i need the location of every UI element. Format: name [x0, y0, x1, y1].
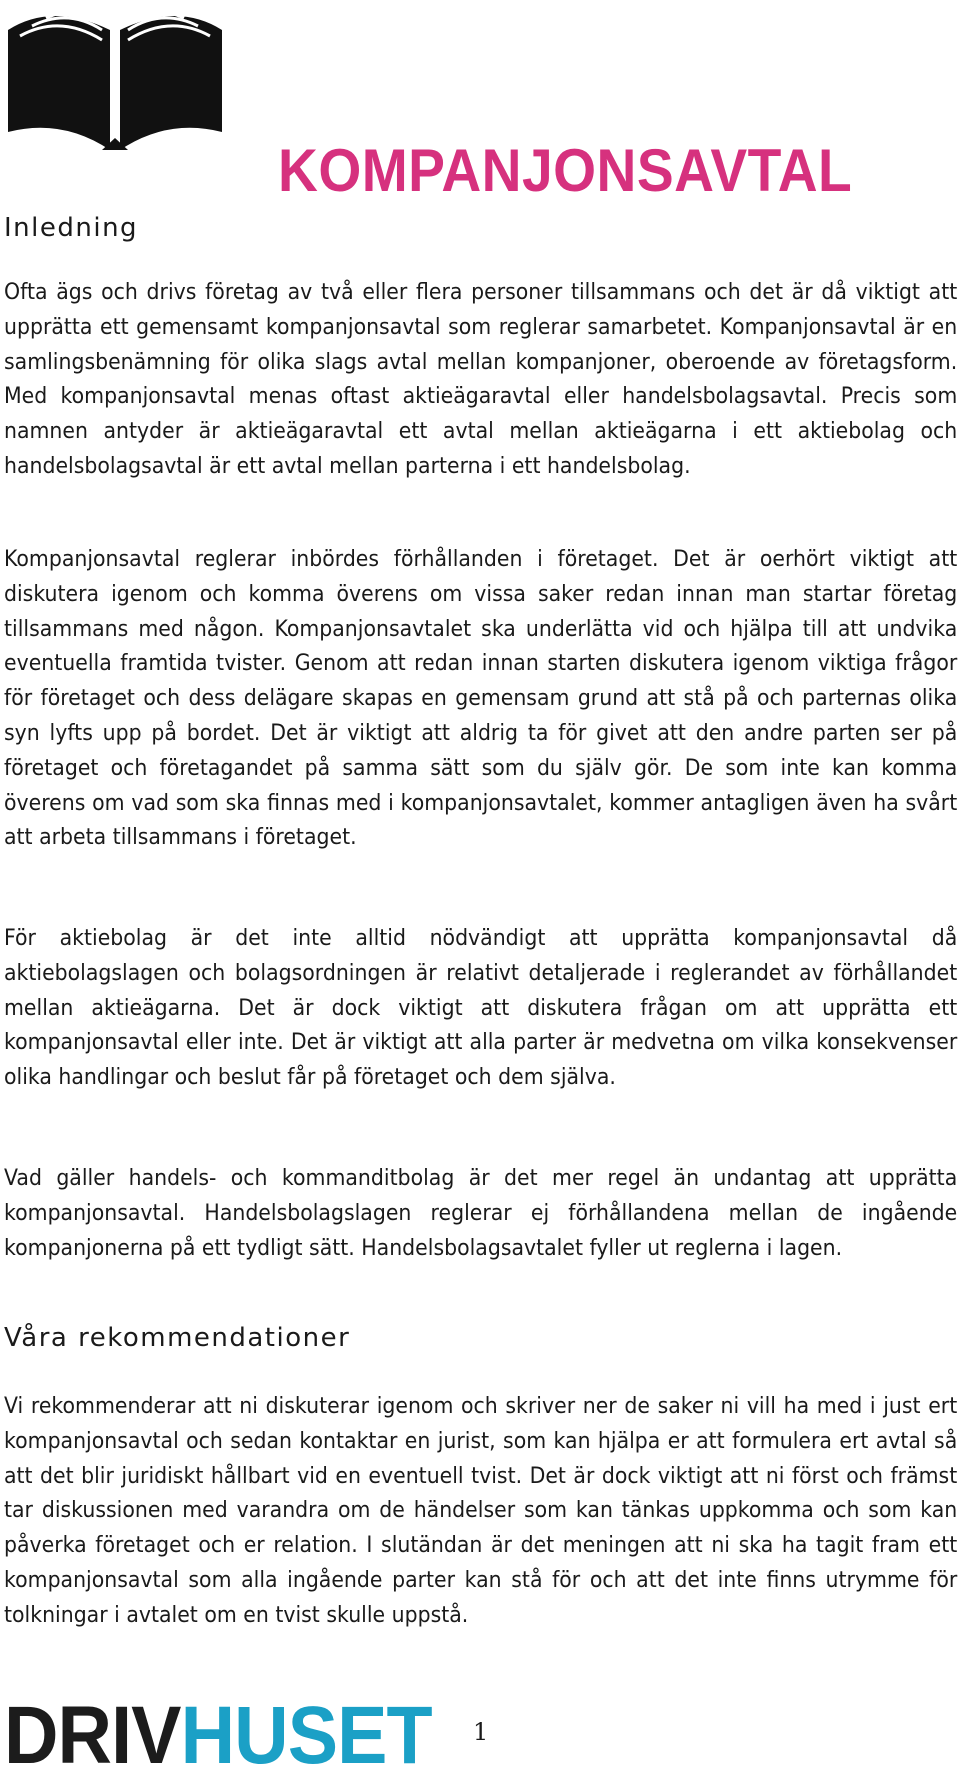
brand-logo-part2: HUSET: [180, 1690, 432, 1781]
document-title: KOMPANJONSAVTAL: [278, 137, 853, 204]
paragraph-regulation: Kompanjonsavtal reglerar inbördes förhållanden i företaget. Det är oerhört viktigt att diskutera igenom och komma överens om vissa saker redan innan man startar företag tillsammans med någon. Kompanjonsavtalet ska underlätta vid och hjälpa till att undvika eventuella framtida tvister. Genom att redan innan starten diskutera igenom viktiga frågor för företaget och dess delägare skapas en gemensam grund att stå på och parternas olika syn lyfts upp på bordet. Det är viktigt att aldrig ta för givet att den andre parten ser på företaget och företagandet på samma sätt som du själv gör. De som inte kan komma överens om vad som ska finnas med i kompanjonsavtalet, kommer antagligen även ha svårt att arbeta tillsammans i företaget.: [4, 547, 958, 851]
section-heading-intro: Inledning: [4, 213, 139, 243]
paragraph-intro: Ofta ägs och drivs företag av två eller flera personer tillsammans och det är då viktigt att upprätta ett gemensamt kompanjonsavtal som reglerar samarbetet. Kompanjonsavtal är en samlingsbenämning för olika slags avtal mellan kompanjoner, oberoende av företagsform. Med kompanjonsavtal menas oftast aktieägaravtal eller handelsbolagsavtal. Precis som namnen antyder är aktieägaravtal ett avtal mellan aktieägarna i ett aktiebolag och handelsbolagsavtal är ett avtal mellan parterna i ett handelsbolag.: [4, 280, 958, 479]
paragraph-handelsbolag: Vad gäller handels- och kommanditbolag är det mer regel än undantag att upprätta kompanjonsavtal. Handelsbolagslagen reglerar ej förhållandena mellan de ingående kompanjonerna på ett tydligt sätt. Handelsbolagsavtalet fyller ut reglerna i lagen.: [4, 1166, 958, 1261]
paragraph-recommendations: Vi rekommenderar att ni diskuterar igenom och skriver ner de saker ni vill ha med i just ert kompanjonsavtal och sedan kontaktar en jurist, som kan hjälpa er att formulera ert avtal så att det blir juridiskt hållbart vid en eventuell tvist. Det är dock viktigt att ni först och främst tar diskussionen med varandra om de händelser som kan tänkas uppkomma och som kan påverka företaget och er relation. I slutändan är det meningen att ni ska ha tagit fram ett kompanjonsavtal som alla ingående parter kan stå för och att det inte finns utrymme för tolkningar i avtalet om en tvist skulle uppstå.: [4, 1394, 958, 1628]
page-number: 1: [473, 1718, 489, 1746]
paragraph-aktiebolag: För aktiebolag är det inte alltid nödvändigt att upprätta kompanjonsavtal då aktiebolagslagen och bolagsordningen är relativt detaljerade i reglerandet av förhållandet mellan aktieägarna. Det är dock viktigt att diskutera frågan om att upprätta ett kompanjonsavtal eller inte. Det är viktigt att alla parter är medvetna om vilka konsekvenser olika handlingar och beslut får på företaget och dem själva.: [4, 926, 958, 1091]
section-heading-recommendations: Våra rekommendationer: [4, 1323, 351, 1353]
brand-logo-part1: DRIV: [4, 1690, 181, 1781]
open-book-icon: [2, 0, 228, 150]
brand-logo: [4, 1690, 432, 1781]
